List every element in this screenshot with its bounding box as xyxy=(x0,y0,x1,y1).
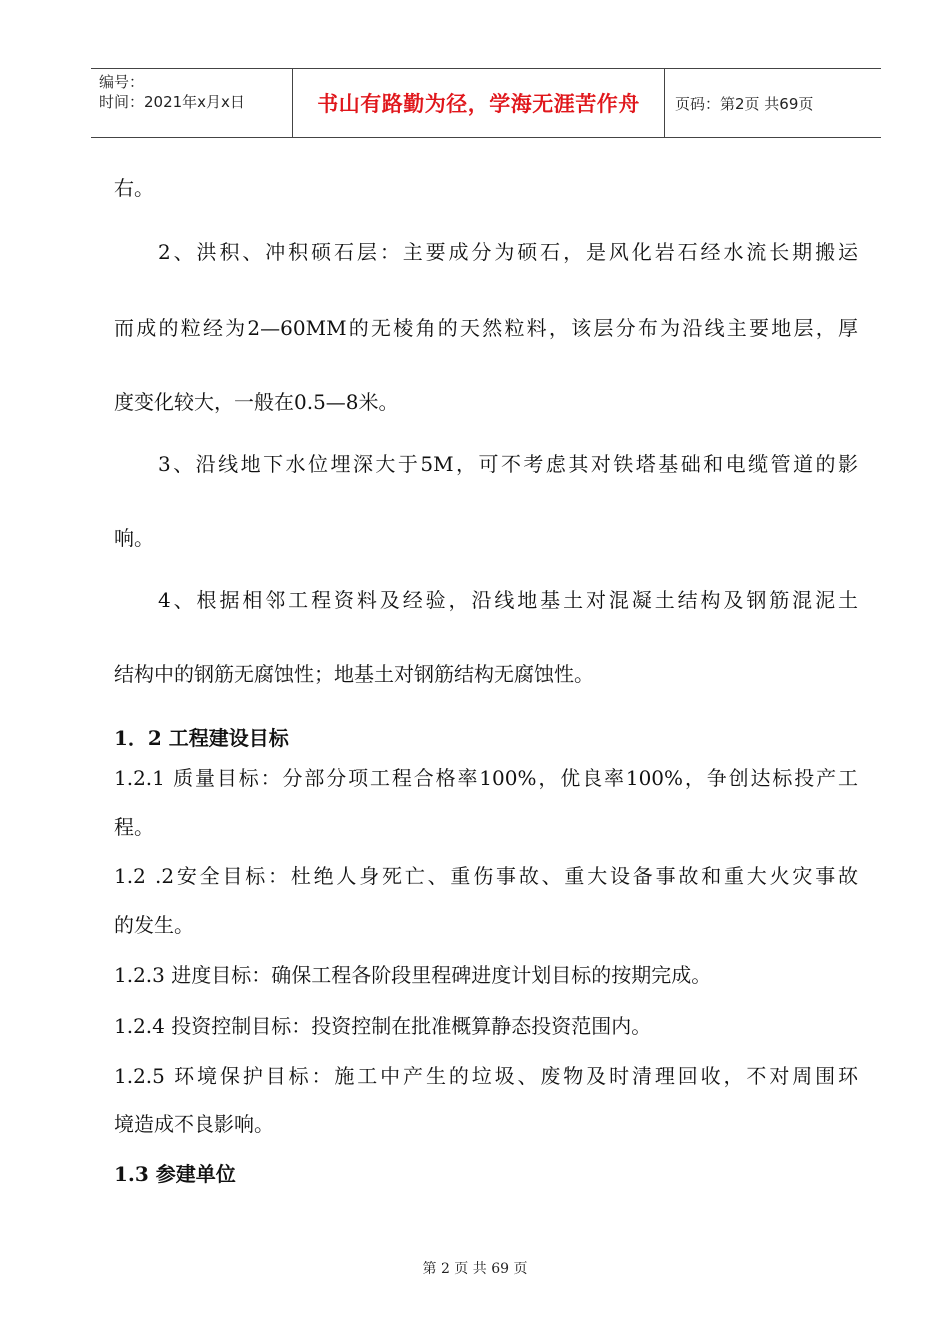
goal-line: 1.2.1 质量目标：分部分项工程合格率100%，优良率100%，争创达标投产工 xyxy=(114,766,858,790)
body-line: 而成的粒经为2—60MM的无棱角的天然粒料，该层分布为沿线主要地层，厚 xyxy=(114,316,858,340)
body-line: 3、沿线地下水位埋深大于5M，可不考虑其对铁塔基础和电缆管道的影 xyxy=(158,452,858,476)
body-line: 2、洪积、冲积硕石层：主要成分为硕石，是风化岩石经水流长期搬运 xyxy=(158,240,858,264)
goal-line: 的发生。 xyxy=(114,913,194,937)
goal-line: 1.2.4 投资控制目标：投资控制在批准概算静态投资范围内。 xyxy=(114,1014,652,1038)
body-line: 结构中的钢筋无腐蚀性；地基土对钢筋结构无腐蚀性。 xyxy=(114,662,594,686)
goal-line: 1.2.5 环境保护目标：施工中产生的垃圾、废物及时清理回收，不对周围环 xyxy=(114,1064,858,1088)
page-footer: 第 2 页 共 69 页 xyxy=(422,1261,528,1277)
header-number: 编号： xyxy=(99,73,145,91)
header-meta xyxy=(91,69,293,137)
header-motto: 书山有路勤为径，学海无涯苦作舟 xyxy=(293,69,665,137)
body-line: 右。 xyxy=(114,176,154,200)
body-line: 响。 xyxy=(114,526,154,550)
body-line: 4、根据相邻工程资料及经验，沿线地基土对混凝土结构及钢筋混泥土 xyxy=(158,588,858,612)
section-heading: 1．2 工程建设目标 xyxy=(114,726,289,750)
section-heading: 1.3 参建单位 xyxy=(114,1162,236,1186)
header-time: 时间：2021年x月x日 xyxy=(99,93,245,111)
goal-line: 1.2 .2安全目标：杜绝人身死亡、重伤事故、重大设备事故和重大火灾事故 xyxy=(114,864,858,888)
header-page-number: 页码：第2页 共69页 xyxy=(675,94,814,113)
goal-line: 境造成不良影响。 xyxy=(114,1112,274,1136)
goal-line: 程。 xyxy=(114,815,154,839)
page-header xyxy=(91,68,881,138)
body-line: 度变化较大，一般在0.5—8米。 xyxy=(114,390,399,414)
goal-line: 1.2.3 进度目标：确保工程各阶段里程碑进度计划目标的按期完成。 xyxy=(114,963,712,987)
